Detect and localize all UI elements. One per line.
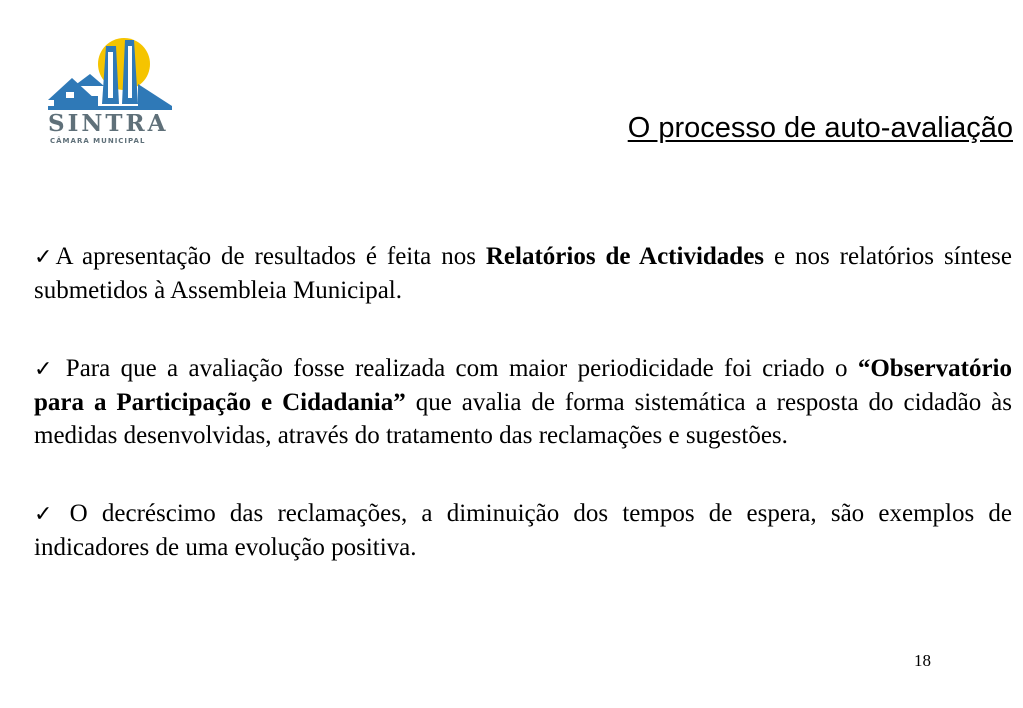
paragraph-1-text-end: e nos relatórios síntese submetidos à Assembleia Municipal. <box>34 243 1013 304</box>
check-icon: ✓ <box>34 245 53 270</box>
page-number: 18 <box>914 651 931 670</box>
check-icon: ✓ <box>34 357 53 382</box>
sintra-logo <box>44 34 174 149</box>
logo-subtitle: CÂMARA MUNICIPAL <box>50 137 146 145</box>
paragraph-2 <box>34 352 1012 452</box>
paragraph-1-text: A apresentação de resultados é feita nos <box>55 243 486 270</box>
paragraph-2-text: Para que a avaliação fosse realizada com maior periodicidade foi criado o <box>55 355 858 382</box>
slide-title: O processo de auto-avaliação <box>627 112 1013 144</box>
check-icon: ✓ <box>34 502 53 527</box>
sintra-emblem-icon <box>44 34 174 114</box>
paragraph-1 <box>34 240 1012 307</box>
paragraph-3-text: O decréscimo das reclamações, a diminuição dos tempos de espera, são exemplos de indicadores de uma evolução positiva. <box>34 500 1012 561</box>
slide-body <box>34 240 1012 564</box>
paragraph-2-text-end: que avalia de forma sistemática a resposta do cidadão às medidas desenvolvidas, através do tratamento das reclamações e sugestões. <box>34 389 1012 449</box>
paragraph-3 <box>34 497 1012 564</box>
paragraph-1-emphasis: Relatórios de Actividades <box>485 243 765 270</box>
paragraph-2-emphasis: “Observatório para a Participação e Cidadania” <box>34 355 1012 416</box>
logo-title: SINTRA <box>48 110 169 137</box>
